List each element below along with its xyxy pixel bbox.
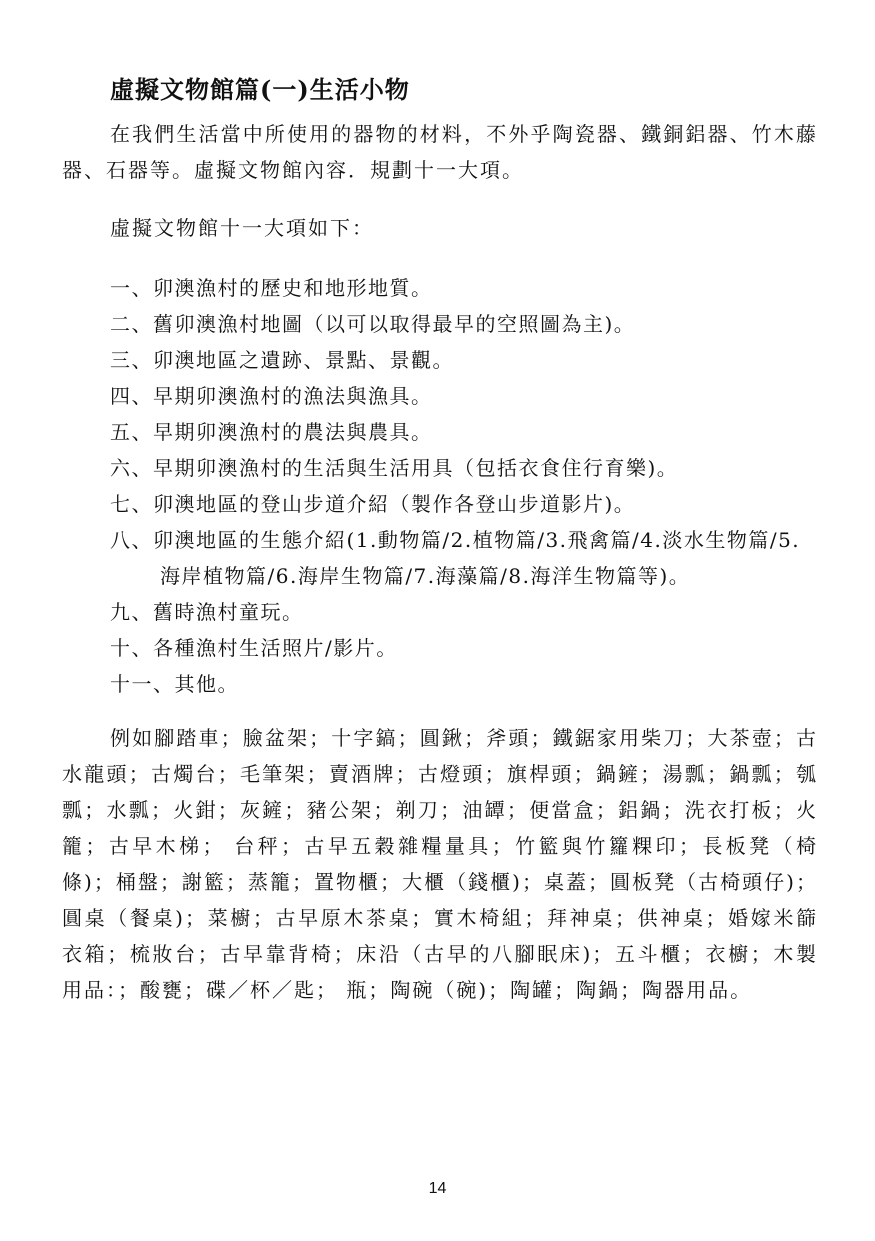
intro-paragraph: 在我們生活當中所使用的器物的材料，不外乎陶瓷器、鐵銅鋁器、竹木藤器、石器等。虛擬文物館內容．規劃十一大項。 (62, 122, 818, 182)
list-item: 六、早期卯澳漁村的生活與生活用具（包括衣食住行育樂)。 (110, 456, 679, 480)
examples-paragraph: 例如腳踏車；臉盆架；十字鎬；圓鍬；斧頭；鐵鋸家用柴刀；大茶壺；古水龍頭；古燭台；毛筆架；賣酒牌；古燈頭；旗桿頭；鍋鏟；湯瓢；鍋瓢；瓠瓢；水瓢；火鉗；灰鏟；豬公架；剃刀；油罈；便當盒；鋁鍋；洗衣打板；火籠；古早木梯； 台秤；古早五穀雜糧量具；竹籃與竹籮粿印；長板凳（椅條)；桶盤；謝籃；蒸籠；置物櫃；大櫃（錢櫃)；桌蓋；圓板凳（古椅頭仔)；圓桌（餐桌)；菜櫥；古早原木茶桌；實木椅組；拜神桌；供神桌；婚嫁米篩衣箱；梳妝台；古早靠背椅；床沿（古早的八腳眠床)；五斗櫃；衣櫥；木製用品：；酸甕；碟／杯／匙； 瓶；陶碗（碗)；陶罐；陶鍋；陶器用品。 (62, 726, 818, 1002)
page-number: 14 (428, 1180, 447, 1197)
exhibit-category-list (110, 270, 820, 702)
list-item: 五、早期卯澳漁村的農法與農具。 (110, 420, 433, 444)
list-item: 四、早期卯澳漁村的漁法與漁具。 (110, 384, 433, 408)
list-item: 八、卯澳地區的生態介紹(1.動物篇/2.植物篇/3.飛禽篇/4.淡水生物篇/5.海岸植物篇/6.海岸生物篇/7.海藻篇/8.海洋生物篇等)。 (110, 528, 801, 588)
list-item: 十一、其他。 (110, 672, 239, 696)
list-item: 九、舊時漁村童玩。 (110, 600, 304, 624)
list-item: 二、舊卯澳漁村地圖（以可以取得最早的空照圖為主)。 (110, 312, 636, 336)
list-item: 三、卯澳地區之遺跡、景點、景觀。 (110, 348, 454, 372)
list-intro-paragraph: 虛擬文物館十一大項如下： (110, 216, 374, 240)
list-item: 十、各種漁村生活照片/影片。 (110, 636, 398, 660)
page-title: 虛擬文物館篇(一)生活小物 (110, 75, 410, 104)
list-item: 一、卯澳漁村的歷史和地形地質。 (110, 276, 433, 300)
list-item: 七、卯澳地區的登山步道介紹（製作各登山步道影片)。 (110, 492, 636, 516)
